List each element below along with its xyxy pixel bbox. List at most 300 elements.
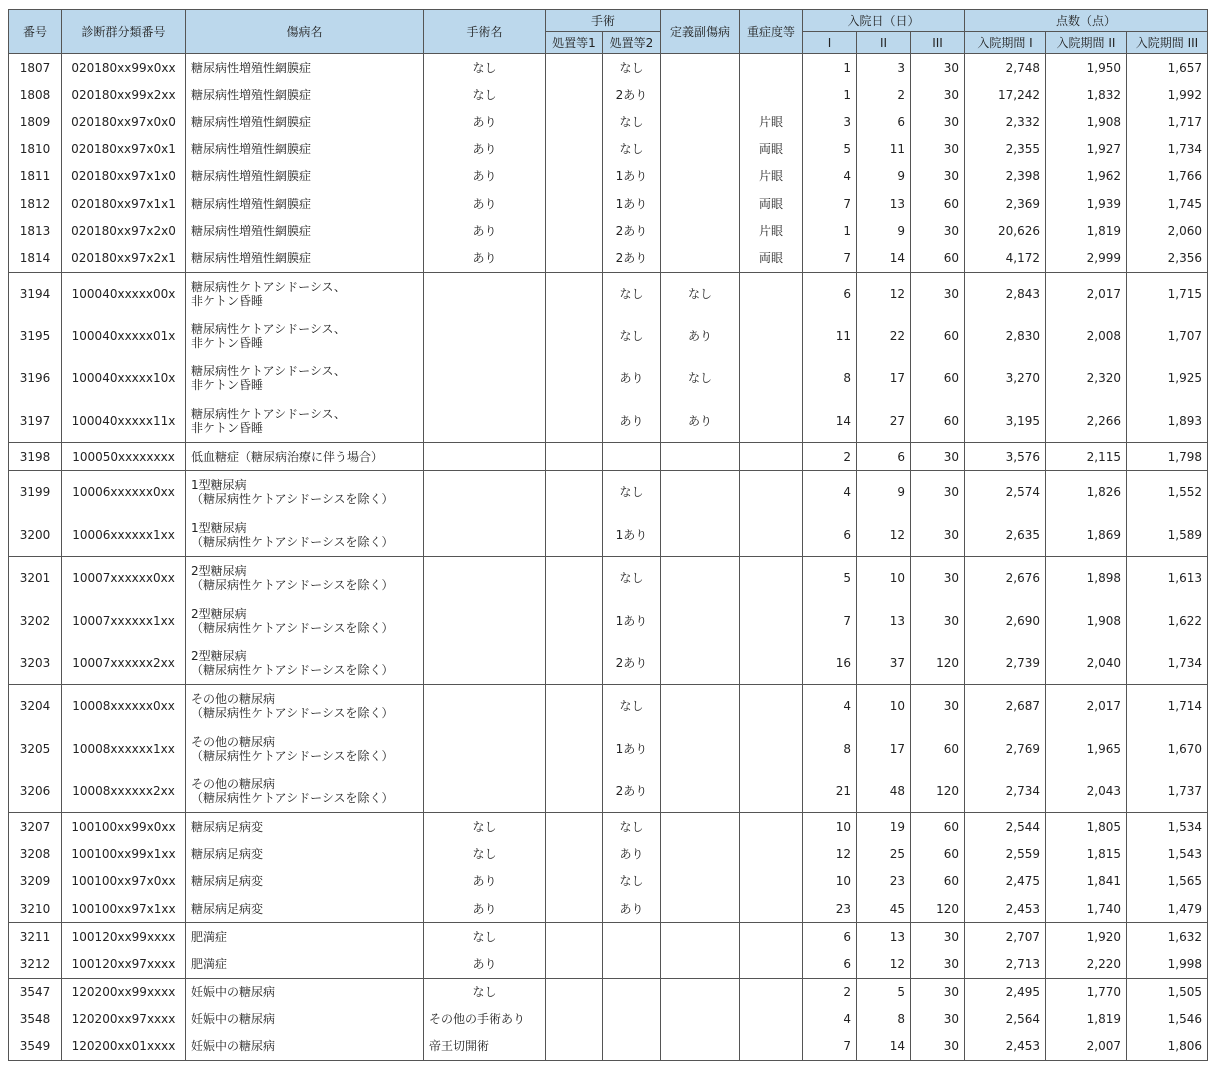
disease-name-line-1: 糖尿病性増殖性網膜症 bbox=[191, 60, 312, 75]
table-row bbox=[9, 685, 1208, 728]
disease-name-line-1: 糖尿病性増殖性網膜症 bbox=[191, 169, 312, 184]
cell-points-2: 2,017 bbox=[1046, 685, 1127, 728]
cell-procedure-1 bbox=[546, 54, 603, 82]
cell-points-2: 1,908 bbox=[1046, 108, 1127, 135]
cell-points-1: 2,398 bbox=[965, 163, 1046, 190]
cell-procedure-2: 1あり bbox=[603, 599, 661, 641]
cell-points-1: 2,544 bbox=[965, 813, 1046, 841]
col-header-days-3: III bbox=[911, 32, 965, 54]
cell-points-2: 2,320 bbox=[1046, 357, 1127, 399]
cell-procedure-1 bbox=[546, 950, 603, 978]
cell-procedure-1 bbox=[546, 978, 603, 1006]
cell-operation: なし bbox=[424, 841, 546, 868]
cell-days-2: 45 bbox=[857, 895, 911, 923]
cell-points-2: 2,999 bbox=[1046, 244, 1127, 272]
cell-number: 3196 bbox=[9, 357, 62, 399]
cell-points-1: 2,734 bbox=[965, 770, 1046, 813]
cell-days-1: 6 bbox=[803, 923, 857, 951]
cell-days-3: 60 bbox=[911, 813, 965, 841]
cell-operation: なし bbox=[424, 813, 546, 841]
cell-days-1: 6 bbox=[803, 514, 857, 557]
cell-days-2: 19 bbox=[857, 813, 911, 841]
cell-procedure-1 bbox=[546, 315, 603, 357]
disease-name-line-1: 糖尿病性増殖性網膜症 bbox=[191, 196, 312, 211]
cell-days-3: 30 bbox=[911, 136, 965, 163]
cell-points-3: 1,734 bbox=[1127, 136, 1208, 163]
cell-disease-name bbox=[186, 950, 424, 978]
cell-operation bbox=[424, 315, 546, 357]
table-row bbox=[9, 813, 1208, 841]
cell-points-2: 2,017 bbox=[1046, 272, 1127, 315]
cell-severity: 片眼 bbox=[740, 108, 803, 135]
cell-disease-name bbox=[186, 54, 424, 82]
cell-days-3: 30 bbox=[911, 81, 965, 108]
cell-points-1: 3,195 bbox=[965, 400, 1046, 443]
cell-days-3: 30 bbox=[911, 1006, 965, 1033]
cell-days-2: 12 bbox=[857, 950, 911, 978]
disease-name-line-1: 2型糖尿病 bbox=[191, 564, 247, 579]
cell-procedure-2: 1あり bbox=[603, 728, 661, 770]
disease-name-line-2: （糖尿病性ケトアシドーシスを除く） bbox=[191, 791, 394, 806]
cell-points-2: 1,908 bbox=[1046, 599, 1127, 641]
disease-name-line-1: 妊娠中の糖尿病 bbox=[191, 1039, 276, 1054]
cell-secondary-disease bbox=[661, 841, 740, 868]
cell-days-2: 17 bbox=[857, 357, 911, 399]
cell-severity bbox=[740, 770, 803, 813]
cell-days-3: 60 bbox=[911, 244, 965, 272]
cell-secondary-disease bbox=[661, 217, 740, 244]
cell-number: 3549 bbox=[9, 1033, 62, 1061]
cell-days-1: 1 bbox=[803, 217, 857, 244]
cell-dpc-code: 020180xx97x1x1 bbox=[62, 190, 186, 217]
col-header-dpc-code: 診断群分類番号 bbox=[62, 10, 186, 54]
cell-number: 1810 bbox=[9, 136, 62, 163]
disease-name-line-2: （糖尿病性ケトアシドーシスを除く） bbox=[191, 663, 394, 677]
cell-secondary-disease bbox=[661, 895, 740, 923]
cell-disease-name bbox=[186, 272, 424, 315]
cell-procedure-1 bbox=[546, 217, 603, 244]
table-row bbox=[9, 81, 1208, 108]
cell-operation bbox=[424, 400, 546, 443]
cell-operation: あり bbox=[424, 868, 546, 895]
cell-operation bbox=[424, 685, 546, 728]
cell-operation: あり bbox=[424, 136, 546, 163]
cell-severity bbox=[740, 599, 803, 641]
cell-operation: なし bbox=[424, 978, 546, 1006]
cell-days-1: 7 bbox=[803, 244, 857, 272]
cell-severity bbox=[740, 514, 803, 557]
cell-days-1: 7 bbox=[803, 1033, 857, 1061]
cell-operation bbox=[424, 728, 546, 770]
cell-procedure-1 bbox=[546, 770, 603, 813]
disease-name-line-1: 糖尿病足病変 bbox=[191, 847, 264, 862]
cell-days-2: 8 bbox=[857, 1006, 911, 1033]
table-row bbox=[9, 895, 1208, 923]
cell-dpc-code: 100040xxxxx00x bbox=[62, 272, 186, 315]
cell-severity bbox=[740, 400, 803, 443]
cell-days-3: 30 bbox=[911, 599, 965, 641]
disease-name-line-1: 糖尿病足病変 bbox=[191, 901, 264, 916]
cell-points-3: 1,546 bbox=[1127, 1006, 1208, 1033]
disease-name-line-1: 妊娠中の糖尿病 bbox=[191, 1012, 276, 1027]
table-row bbox=[9, 136, 1208, 163]
disease-name-line-1: 糖尿病性増殖性網膜症 bbox=[191, 142, 312, 157]
cell-days-2: 5 bbox=[857, 978, 911, 1006]
cell-severity bbox=[740, 1006, 803, 1033]
cell-number: 3199 bbox=[9, 471, 62, 514]
cell-points-2: 2,008 bbox=[1046, 315, 1127, 357]
table-row bbox=[9, 1006, 1208, 1033]
disease-name-line-1: 糖尿病足病変 bbox=[191, 819, 264, 834]
cell-points-3: 1,717 bbox=[1127, 108, 1208, 135]
cell-operation: その他の手術あり bbox=[424, 1006, 546, 1033]
cell-secondary-disease bbox=[661, 190, 740, 217]
cell-disease-name bbox=[186, 163, 424, 190]
cell-operation: 帝王切開術 bbox=[424, 1033, 546, 1061]
cell-points-1: 2,739 bbox=[965, 642, 1046, 685]
cell-severity bbox=[740, 1033, 803, 1061]
cell-procedure-1 bbox=[546, 357, 603, 399]
table-row bbox=[9, 642, 1208, 685]
cell-points-2: 1,770 bbox=[1046, 978, 1127, 1006]
table-row bbox=[9, 315, 1208, 357]
cell-days-2: 11 bbox=[857, 136, 911, 163]
cell-points-1: 2,748 bbox=[965, 54, 1046, 82]
cell-severity bbox=[740, 54, 803, 82]
cell-points-3: 1,766 bbox=[1127, 163, 1208, 190]
cell-days-1: 2 bbox=[803, 443, 857, 471]
cell-operation: なし bbox=[424, 81, 546, 108]
cell-dpc-code: 10008xxxxxx2xx bbox=[62, 770, 186, 813]
cell-number: 1812 bbox=[9, 190, 62, 217]
table-row bbox=[9, 400, 1208, 443]
disease-name-line-2: 非ケトン昏睡 bbox=[191, 420, 264, 435]
cell-points-2: 1,826 bbox=[1046, 471, 1127, 514]
disease-name-line-1: その他の糖尿病 bbox=[191, 734, 276, 749]
cell-severity bbox=[740, 950, 803, 978]
cell-procedure-1 bbox=[546, 244, 603, 272]
cell-points-3: 1,670 bbox=[1127, 728, 1208, 770]
cell-days-1: 10 bbox=[803, 868, 857, 895]
cell-points-2: 1,869 bbox=[1046, 514, 1127, 557]
cell-severity: 片眼 bbox=[740, 163, 803, 190]
cell-procedure-1 bbox=[546, 868, 603, 895]
table-body bbox=[9, 54, 1208, 1061]
cell-operation: あり bbox=[424, 895, 546, 923]
cell-points-3: 1,622 bbox=[1127, 599, 1208, 641]
cell-days-1: 4 bbox=[803, 163, 857, 190]
cell-dpc-code: 10008xxxxxx0xx bbox=[62, 685, 186, 728]
cell-number: 3205 bbox=[9, 728, 62, 770]
cell-procedure-2 bbox=[603, 443, 661, 471]
col-header-procedure-1: 処置等1 bbox=[546, 32, 603, 54]
cell-points-2: 2,115 bbox=[1046, 443, 1127, 471]
cell-days-1: 4 bbox=[803, 471, 857, 514]
cell-disease-name bbox=[186, 557, 424, 600]
cell-days-2: 37 bbox=[857, 642, 911, 685]
cell-disease-name bbox=[186, 1006, 424, 1033]
disease-name-line-1: 糖尿病性増殖性網膜症 bbox=[191, 87, 312, 102]
table-row bbox=[9, 868, 1208, 895]
cell-days-3: 60 bbox=[911, 868, 965, 895]
cell-operation: あり bbox=[424, 163, 546, 190]
cell-procedure-1 bbox=[546, 81, 603, 108]
table-row bbox=[9, 471, 1208, 514]
cell-disease-name bbox=[186, 813, 424, 841]
cell-points-3: 1,505 bbox=[1127, 978, 1208, 1006]
cell-points-1: 2,769 bbox=[965, 728, 1046, 770]
cell-days-2: 13 bbox=[857, 599, 911, 641]
table-row bbox=[9, 54, 1208, 82]
cell-dpc-code: 020180xx97x2x1 bbox=[62, 244, 186, 272]
cell-procedure-1 bbox=[546, 685, 603, 728]
col-header-number: 番号 bbox=[9, 10, 62, 54]
table-row bbox=[9, 978, 1208, 1006]
cell-secondary-disease: あり bbox=[661, 400, 740, 443]
cell-disease-name bbox=[186, 514, 424, 557]
disease-name-line-2: （糖尿病性ケトアシドーシスを除く） bbox=[191, 492, 394, 507]
cell-days-2: 13 bbox=[857, 923, 911, 951]
cell-disease-name bbox=[186, 770, 424, 813]
cell-days-3: 30 bbox=[911, 108, 965, 135]
table-row bbox=[9, 728, 1208, 770]
table-row bbox=[9, 443, 1208, 471]
disease-name-line-2: （糖尿病性ケトアシドーシスを除く） bbox=[191, 748, 394, 763]
disease-name-line-1: 糖尿病足病変 bbox=[191, 874, 264, 889]
cell-days-1: 5 bbox=[803, 557, 857, 600]
cell-secondary-disease bbox=[661, 108, 740, 135]
cell-severity bbox=[740, 471, 803, 514]
cell-days-1: 7 bbox=[803, 599, 857, 641]
cell-operation bbox=[424, 557, 546, 600]
cell-severity: 両眼 bbox=[740, 244, 803, 272]
cell-procedure-2: 1あり bbox=[603, 163, 661, 190]
cell-points-1: 2,830 bbox=[965, 315, 1046, 357]
cell-points-3: 1,737 bbox=[1127, 770, 1208, 813]
cell-days-3: 30 bbox=[911, 923, 965, 951]
cell-number: 3198 bbox=[9, 443, 62, 471]
cell-procedure-1 bbox=[546, 1006, 603, 1033]
cell-points-3: 1,552 bbox=[1127, 471, 1208, 514]
cell-disease-name bbox=[186, 868, 424, 895]
cell-operation: あり bbox=[424, 244, 546, 272]
cell-points-1: 2,475 bbox=[965, 868, 1046, 895]
disease-name-line-2: （糖尿病性ケトアシドーシスを除く） bbox=[191, 534, 394, 549]
cell-points-2: 2,043 bbox=[1046, 770, 1127, 813]
cell-points-1: 2,635 bbox=[965, 514, 1046, 557]
cell-operation bbox=[424, 357, 546, 399]
cell-secondary-disease bbox=[661, 471, 740, 514]
disease-name-line-1: 肥満症 bbox=[191, 929, 228, 944]
cell-dpc-code: 10006xxxxxx0xx bbox=[62, 471, 186, 514]
cell-secondary-disease bbox=[661, 443, 740, 471]
disease-name-line-2: （糖尿病性ケトアシドーシスを除く） bbox=[191, 706, 394, 721]
cell-points-2: 1,950 bbox=[1046, 54, 1127, 82]
cell-number: 3207 bbox=[9, 813, 62, 841]
cell-disease-name bbox=[186, 315, 424, 357]
cell-points-3: 1,707 bbox=[1127, 315, 1208, 357]
cell-days-3: 30 bbox=[911, 217, 965, 244]
col-header-days-1: I bbox=[803, 32, 857, 54]
disease-name-line-1: 低血糖症（糖尿病治療に伴う場合） bbox=[191, 449, 384, 464]
cell-procedure-1 bbox=[546, 728, 603, 770]
cell-days-1: 1 bbox=[803, 54, 857, 82]
cell-dpc-code: 100040xxxxx01x bbox=[62, 315, 186, 357]
cell-days-2: 48 bbox=[857, 770, 911, 813]
cell-days-3: 30 bbox=[911, 978, 965, 1006]
cell-secondary-disease bbox=[661, 136, 740, 163]
cell-operation: なし bbox=[424, 54, 546, 82]
cell-points-1: 2,332 bbox=[965, 108, 1046, 135]
disease-name-line-2: 非ケトン昏睡 bbox=[191, 293, 264, 308]
cell-severity bbox=[740, 557, 803, 600]
cell-secondary-disease bbox=[661, 81, 740, 108]
cell-days-1: 7 bbox=[803, 190, 857, 217]
disease-name-line-1: 糖尿病性ケトアシドーシス、 bbox=[191, 279, 346, 294]
cell-disease-name bbox=[186, 728, 424, 770]
cell-days-2: 27 bbox=[857, 400, 911, 443]
cell-days-1: 5 bbox=[803, 136, 857, 163]
cell-points-2: 2,220 bbox=[1046, 950, 1127, 978]
cell-procedure-2: あり bbox=[603, 841, 661, 868]
disease-name-line-2: 非ケトン昏睡 bbox=[191, 378, 264, 393]
cell-secondary-disease bbox=[661, 599, 740, 641]
cell-operation: あり bbox=[424, 950, 546, 978]
cell-disease-name bbox=[186, 108, 424, 135]
cell-secondary-disease bbox=[661, 54, 740, 82]
cell-number: 1813 bbox=[9, 217, 62, 244]
cell-days-2: 14 bbox=[857, 1033, 911, 1061]
cell-dpc-code: 020180xx97x1x0 bbox=[62, 163, 186, 190]
cell-points-2: 1,939 bbox=[1046, 190, 1127, 217]
cell-points-1: 2,369 bbox=[965, 190, 1046, 217]
cell-procedure-2: 2あり bbox=[603, 244, 661, 272]
cell-severity bbox=[740, 895, 803, 923]
cell-disease-name bbox=[186, 1033, 424, 1061]
cell-number: 3209 bbox=[9, 868, 62, 895]
cell-dpc-code: 100100xx97x1xx bbox=[62, 895, 186, 923]
cell-days-2: 14 bbox=[857, 244, 911, 272]
cell-dpc-code: 100120xx97xxxx bbox=[62, 950, 186, 978]
cell-points-1: 2,453 bbox=[965, 1033, 1046, 1061]
disease-name-line-1: その他の糖尿病 bbox=[191, 777, 276, 792]
cell-disease-name bbox=[186, 244, 424, 272]
cell-procedure-2: あり bbox=[603, 895, 661, 923]
cell-points-1: 3,270 bbox=[965, 357, 1046, 399]
cell-points-1: 4,172 bbox=[965, 244, 1046, 272]
cell-severity: 両眼 bbox=[740, 190, 803, 217]
cell-operation: なし bbox=[424, 923, 546, 951]
cell-days-1: 4 bbox=[803, 1006, 857, 1033]
cell-number: 3203 bbox=[9, 642, 62, 685]
cell-disease-name bbox=[186, 841, 424, 868]
cell-points-2: 1,819 bbox=[1046, 217, 1127, 244]
cell-number: 3197 bbox=[9, 400, 62, 443]
cell-points-2: 1,832 bbox=[1046, 81, 1127, 108]
group-header-points: 点数（点） bbox=[965, 10, 1208, 32]
cell-operation bbox=[424, 272, 546, 315]
cell-procedure-1 bbox=[546, 400, 603, 443]
cell-dpc-code: 10007xxxxxx2xx bbox=[62, 642, 186, 685]
cell-procedure-2 bbox=[603, 950, 661, 978]
cell-secondary-disease bbox=[661, 770, 740, 813]
cell-days-2: 12 bbox=[857, 514, 911, 557]
cell-severity bbox=[740, 443, 803, 471]
cell-dpc-code: 100100xx99x1xx bbox=[62, 841, 186, 868]
cell-disease-name bbox=[186, 357, 424, 399]
cell-operation: あり bbox=[424, 108, 546, 135]
cell-days-3: 60 bbox=[911, 728, 965, 770]
cell-procedure-2: 2あり bbox=[603, 642, 661, 685]
cell-points-2: 1,815 bbox=[1046, 841, 1127, 868]
group-header-surgery: 手術 bbox=[546, 10, 661, 32]
cell-procedure-2: 1あり bbox=[603, 190, 661, 217]
cell-points-3: 1,715 bbox=[1127, 272, 1208, 315]
col-header-days-2: II bbox=[857, 32, 911, 54]
table-row bbox=[9, 108, 1208, 135]
cell-procedure-1 bbox=[546, 163, 603, 190]
table-row bbox=[9, 217, 1208, 244]
cell-days-2: 2 bbox=[857, 81, 911, 108]
cell-dpc-code: 10008xxxxxx1xx bbox=[62, 728, 186, 770]
cell-points-2: 2,040 bbox=[1046, 642, 1127, 685]
cell-number: 1807 bbox=[9, 54, 62, 82]
cell-number: 3208 bbox=[9, 841, 62, 868]
table-row bbox=[9, 770, 1208, 813]
cell-points-2: 1,962 bbox=[1046, 163, 1127, 190]
cell-disease-name bbox=[186, 471, 424, 514]
cell-dpc-code: 020180xx99x0xx bbox=[62, 54, 186, 82]
table-row bbox=[9, 357, 1208, 399]
cell-severity bbox=[740, 642, 803, 685]
cell-procedure-2: なし bbox=[603, 315, 661, 357]
cell-points-1: 2,843 bbox=[965, 272, 1046, 315]
cell-points-2: 1,841 bbox=[1046, 868, 1127, 895]
cell-procedure-2: あり bbox=[603, 400, 661, 443]
cell-procedure-1 bbox=[546, 841, 603, 868]
cell-disease-name bbox=[186, 923, 424, 951]
cell-severity bbox=[740, 813, 803, 841]
cell-number: 3195 bbox=[9, 315, 62, 357]
cell-number: 3194 bbox=[9, 272, 62, 315]
cell-days-1: 6 bbox=[803, 950, 857, 978]
cell-days-3: 120 bbox=[911, 770, 965, 813]
cell-points-1: 2,713 bbox=[965, 950, 1046, 978]
cell-days-2: 22 bbox=[857, 315, 911, 357]
cell-dpc-code: 120200xx97xxxx bbox=[62, 1006, 186, 1033]
cell-severity bbox=[740, 728, 803, 770]
cell-procedure-1 bbox=[546, 923, 603, 951]
cell-severity bbox=[740, 685, 803, 728]
cell-secondary-disease bbox=[661, 950, 740, 978]
cell-disease-name bbox=[186, 217, 424, 244]
cell-days-3: 60 bbox=[911, 400, 965, 443]
cell-secondary-disease bbox=[661, 685, 740, 728]
cell-points-3: 1,613 bbox=[1127, 557, 1208, 600]
cell-procedure-2: なし bbox=[603, 557, 661, 600]
cell-procedure-1 bbox=[546, 642, 603, 685]
cell-severity bbox=[740, 841, 803, 868]
cell-number: 3547 bbox=[9, 978, 62, 1006]
table-row bbox=[9, 841, 1208, 868]
cell-points-3: 1,657 bbox=[1127, 54, 1208, 82]
disease-name-line-1: その他の糖尿病 bbox=[191, 692, 276, 707]
cell-disease-name bbox=[186, 136, 424, 163]
cell-number: 1814 bbox=[9, 244, 62, 272]
disease-name-line-1: 2型糖尿病 bbox=[191, 606, 247, 621]
cell-dpc-code: 100040xxxxx11x bbox=[62, 400, 186, 443]
cell-points-2: 1,927 bbox=[1046, 136, 1127, 163]
